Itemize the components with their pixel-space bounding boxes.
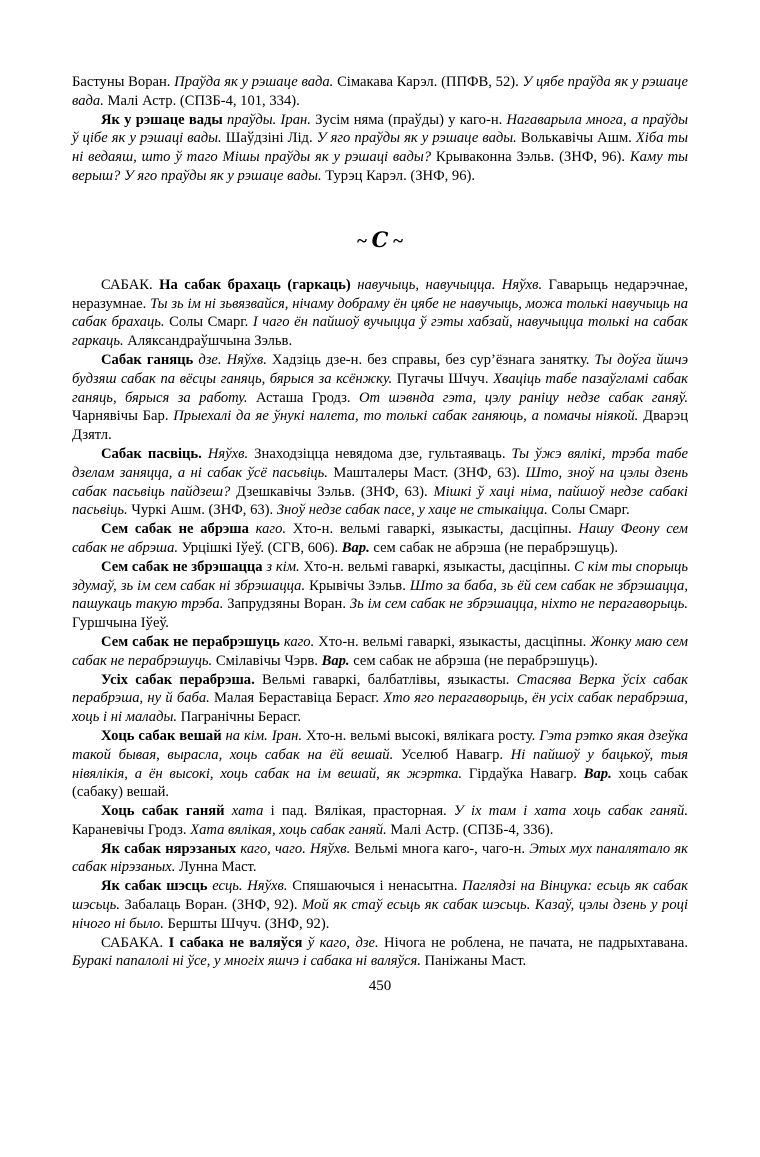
variant-label: Вар. (321, 652, 350, 669)
text-run: Волькавічы Ашм. (516, 130, 636, 147)
italic-text: І чаго ён пайшоў вучыцца ў гэты хабзай, навучыцца толькі на сабак гаркаць. (72, 314, 688, 350)
italic-text: У цябе праўда як у рэшаце вада. (72, 74, 689, 109)
text-run: Вельмі многа каго-, чаго-н. (350, 840, 530, 857)
italic-text: Што за баба, зь ёй сем сабак не збрэшацца, пашукаць такую трэба. (72, 577, 688, 613)
text-run: Смілавічы Чэрв. (212, 652, 322, 669)
italic-text: каго. (279, 633, 315, 650)
text-run: Хто-н. вельмі гаваркі, языкасты, дасціпны. (299, 558, 575, 575)
dictionary-entry-paragraph (72, 840, 688, 878)
text-run: Хто-н. вельмі высокі, вялікага росту. (302, 727, 540, 744)
italic-text: Хата вялікая, хоць сабак ганяй. (190, 821, 387, 838)
headword-phrase: Хоць сабак вешай (101, 727, 222, 744)
italic-text: Мішкі ў хаці німа, пайшоў недзе сабакі пасьвіць. (72, 483, 688, 519)
dictionary-entry-paragraph (72, 727, 688, 802)
italic-text: Прыехалі да яе ўнукі налета, то толькі сабак ганяюць, а помачы ніякой. (173, 408, 639, 425)
text-run: Шаўдзіні Лід. (221, 130, 317, 147)
separator-tilde-left: ~ (357, 230, 372, 252)
italic-text: ў каго, дзе. (302, 934, 379, 951)
dictionary-entry-paragraph (72, 934, 688, 972)
italic-text: Этых мух паналятало як сабак нірэзаных. (72, 840, 688, 876)
text-run: Запрудзяны Воран. (223, 596, 350, 613)
text-run: сем сабак не абрэша (не перабрэшуць). (369, 539, 619, 556)
headword-phrase: Сем сабак не абрэша (101, 521, 249, 538)
italic-text: на кім. Іран. (221, 727, 303, 744)
italic-text: Гэта рэтко якая дзеўка такой бывая, вырасла, хоць сабак на ёй вешай. (72, 727, 688, 763)
body-text (72, 73, 688, 971)
dictionary-entry-paragraph (72, 351, 688, 445)
text-run: сем сабак не абрэша (не перабрэшуць). (349, 652, 598, 669)
text-run: Гірдаўка Навагр. (462, 765, 584, 782)
italic-text: Зь ім сем сабак не збрэшацца, ніхто не перагаворыць. (349, 596, 688, 613)
italic-text: каго. (248, 521, 287, 538)
italic-text: Што, зноў на цэлы дзень сабак пасьвіць пайдзеш? (72, 464, 689, 500)
italic-text: дзе. Няўхв. (193, 351, 267, 368)
text-run: Турэц Карэл. (ЗНФ, 96). (321, 167, 476, 184)
italic-text: каго, чаго. Няўхв. (236, 840, 351, 857)
text-run: хоць сабак (сабаку) вешай. (72, 765, 688, 801)
text-run: Дзешкавічы Зэльв. (ЗНФ, 63). (230, 483, 434, 500)
text-run: Спяшаючыся і ненасытна. (287, 878, 463, 895)
text-run: САБАК. (101, 276, 160, 293)
headword-phrase: Як сабак шэсць (101, 878, 208, 895)
italic-text: У іх там і хата хоць сабак ганяй. (453, 803, 688, 820)
text-run: Пугачы Шчуч. (392, 370, 494, 387)
italic-text: Буракі папалолі ні ўсе, у многіх яшчэ і сабака ні валяўся. (72, 953, 421, 970)
italic-text: праўды. Іран. (222, 111, 311, 128)
text-run: Нічога не роблена, не пачата, не падрыхтавана. (378, 934, 689, 951)
text-run: САБАКА. (101, 934, 169, 951)
text-run: і пад. Вялікая, прасторная. (263, 803, 454, 820)
italic-text: Ты ўжэ вялікі, трэба табе дзелам заняцца, а ні сабак ўсё пасьвіць. (72, 445, 689, 481)
dictionary-entry-paragraph (72, 671, 688, 727)
dictionary-entry-paragraph (72, 877, 688, 933)
text-run: Гаварыць недарэчнае, неразумнае. (72, 276, 688, 312)
italic-text: Паглядзі на Вінцука: есьць як сабак шэсьць. (72, 878, 688, 914)
text-run: Малі Астр. (СПЗБ-4, 336). (386, 821, 554, 838)
text-run: Солы Смарг. (547, 502, 630, 519)
text-run: Асташа Гродз. (247, 389, 360, 406)
dictionary-entry-paragraph (72, 276, 688, 351)
text-run: Малі Астр. (СПЗБ-4, 101, 334). (103, 92, 300, 109)
italic-text: Каму ты верыш? У яго праўды як у рэшаце вады. (72, 149, 688, 184)
headword-phrase: Як у рэшаце вады (101, 111, 223, 128)
text-run: Солы Смарг. (164, 314, 253, 331)
italic-text: з кім. (262, 558, 300, 575)
italic-text: Жонку маю сем сабак не перабрэшуць. (72, 633, 688, 669)
dictionary-entry-paragraph (72, 445, 688, 520)
text-run: Сімакава Карэл. (ППФВ, 52). (333, 74, 523, 90)
page-number: 450 (368, 978, 392, 995)
italic-text: У яго праўды як у рэшаце вады. (316, 130, 517, 147)
text-run: Гуршчына Іўеў. (72, 615, 169, 632)
text-run: Караневічы Гродз. (72, 821, 191, 838)
text-run: Хадзіць дзе-н. без справы, без сур’ёзнага занятку. (266, 351, 595, 368)
document-page (72, 73, 688, 996)
italic-text: хата (224, 803, 264, 820)
italic-text: Нагаварыла многа, а праўды ў цібе як у рэшаці вады. (72, 111, 688, 147)
text-run: Дварэц Дзятл. (72, 408, 688, 444)
italic-text: Праўда як у рэшаце вада. (174, 74, 334, 90)
italic-text: От шэвнда гэта, цэлу раніцу недзе сабак ганяў. (359, 389, 688, 406)
italic-text: навучыць, навучыцца. Няўхв. (350, 276, 543, 293)
headword-phrase: І сабака не валяўся (168, 934, 303, 951)
text-run: Чарнявічы Бар. (72, 408, 174, 425)
dictionary-entry-paragraph (72, 802, 688, 840)
italic-text: Няўхв. (201, 445, 249, 462)
italic-text: Хто яго перагаворыць, ён усіх сабак перабрэша, хоць і ні малады. (72, 690, 688, 726)
headword-phrase: Сем сабак не збрэшацца (101, 558, 263, 575)
text-run: Крываконна Зэльв. (ЗНФ, 96). (431, 149, 630, 166)
italic-text: Ты зь ім ні зьвязвайся, нічаму добраму ён цябе не навучыць, можа толькі навучыць на сабак брахаць. (72, 295, 688, 331)
text-run: Забалаць Воран. (ЗНФ, 92). (119, 897, 303, 914)
text-run: Вельмі гаваркі, балбатлівы, языкасты. (254, 671, 517, 688)
italic-text: есць. Няўхв. (207, 878, 288, 895)
italic-text: Зноў недзе сабак пасе, у хаце не стыкаіцца. (276, 502, 548, 519)
text-run: Лунна Маст. (175, 859, 257, 876)
italic-text: Ні пайшоў у бацькоў, тыя нівялікія, а ён высокі, хоць сабак на ім вешай, як жэртка. (72, 746, 688, 782)
text-run: Аляксандраўшчына Зэльв. (123, 333, 293, 350)
text-run: Машталеры Маст. (ЗНФ, 63). (327, 464, 526, 481)
headword-phrase: Сабак пасвіць. (101, 445, 202, 462)
section-letter: С (371, 226, 389, 252)
italic-text: Мой як стаў есьць як сабак шэсьць. Казаў, цэлы дзень у році нічого ні было. (72, 897, 688, 932)
headword-phrase: Сем сабак не перабрэшуць (101, 633, 280, 650)
variant-label: Вар. (341, 539, 370, 556)
text-run: Чуркі Ашм. (ЗНФ, 63). (127, 502, 277, 519)
text-run: Урцішкі Іўеў. (СГВ, 606). (178, 539, 342, 556)
text-run: Зусім няма (праўды) у каго-н. (310, 111, 507, 128)
separator-tilde-right: ~ (388, 230, 403, 252)
text-run: Крывічы Зэльв. (305, 577, 410, 594)
headword-phrase: На сабак брахаць (гаркаць) (159, 276, 351, 293)
text-run: Паніжаны Маст. (420, 953, 527, 970)
italic-text: Хваціць табе пазаўгламі сабак ганяць, бярыся за работу. (72, 370, 688, 406)
italic-text: С кім ты спорыць здумаў, зь ім сем сабак ні збрэшацца. (72, 558, 688, 594)
headword-phrase: Сабак ганяць (101, 351, 194, 368)
text-run: Знаходзіцца невядома дзе, гультаяваць. (248, 445, 512, 462)
text-run: Пагранічны Берасг. (177, 709, 302, 726)
italic-text: Хіба ты ні ведаяш, што ў таго Мішы праўды як у рэшаці вады? (72, 130, 688, 166)
italic-text: Ты доўга йшчэ будзяш сабак па вёсцы ганяць, бярыся за ксёнжку. (72, 351, 689, 387)
text-run: Малая Бераставіца Берасг. (209, 690, 384, 707)
headword-phrase: Усіх сабак перабрэша. (101, 671, 255, 688)
section-letter-separator (72, 228, 688, 254)
dictionary-entry-paragraph (72, 111, 688, 186)
variant-label: Вар. (583, 765, 612, 782)
text-run: Бершты Шчуч. (ЗНФ, 92). (163, 915, 330, 932)
text-run: Бастуны Воран. (72, 74, 175, 90)
headword-phrase: Хоць сабак ганяй (101, 803, 225, 820)
text-run: Хто-н. вельмі гаваркі, языкасты, дасціпны. (286, 521, 579, 538)
italic-text: Нашу Феону сем сабак не абрэша. (72, 521, 688, 556)
dictionary-entry-paragraph (72, 73, 688, 111)
italic-text: Стасява Верка ўсіх сабак перабрэша, ну й баба. (72, 671, 688, 707)
text-run: Уселюб Навагр. (393, 746, 511, 763)
dictionary-entry-paragraph (72, 558, 688, 633)
headword-phrase: Як сабак нярэзаных (101, 840, 237, 857)
text-run: Хто-н. вельмі гаваркі, языкасты, дасціпны. (314, 633, 591, 650)
dictionary-entry-paragraph (72, 633, 688, 671)
dictionary-entry-paragraph (72, 520, 688, 558)
